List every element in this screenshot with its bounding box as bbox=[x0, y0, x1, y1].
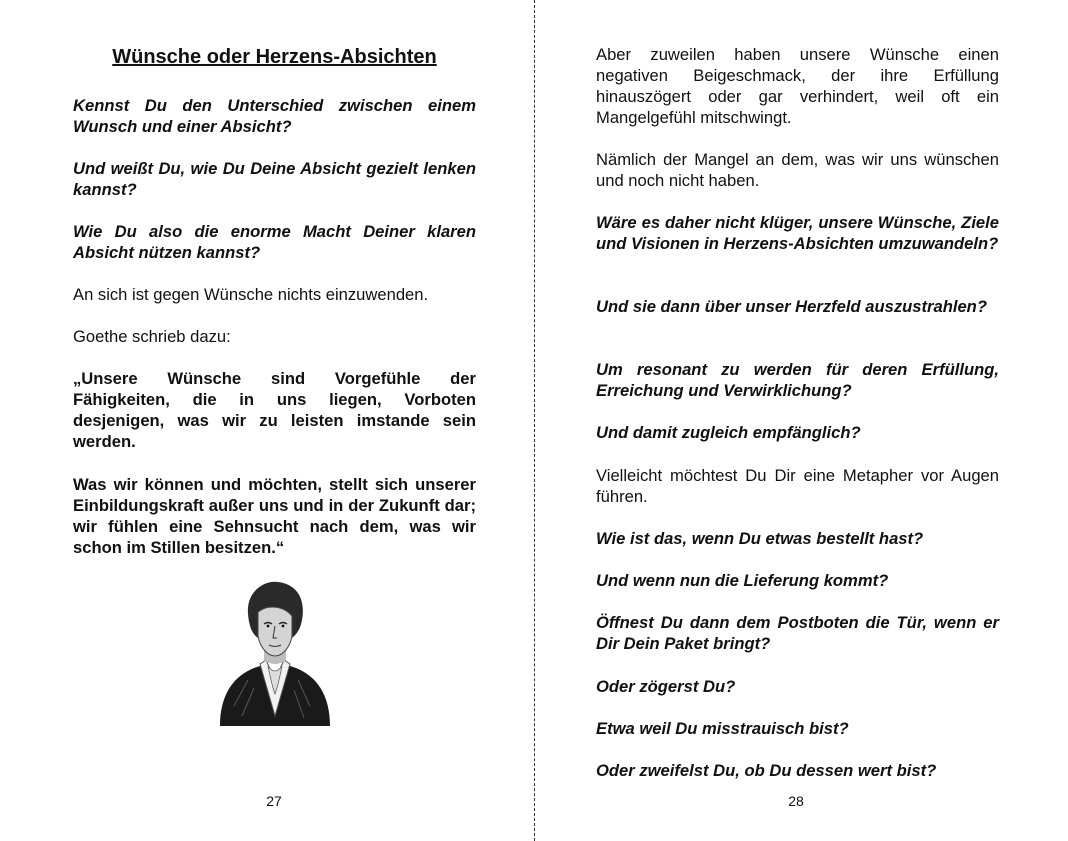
body-paragraph: Aber zuweilen haben unsere Wünsche einen negativen Beigeschmack, der ihre Erfüllung hinauszögert oder gar verhindert, weil oft ein Mangelgefühl mitschwingt. bbox=[596, 45, 999, 127]
question-paragraph: Wie ist das, wenn Du etwas bestellt hast? bbox=[596, 529, 924, 548]
question-paragraph: Und sie dann über unser Herzfeld auszustrahlen? bbox=[596, 297, 987, 316]
page-divider bbox=[534, 0, 535, 841]
left-page bbox=[73, 0, 476, 841]
right-page bbox=[596, 0, 999, 841]
body-paragraph: Vielleicht möchtest Du Dir eine Metapher vor Augen führen. bbox=[596, 466, 999, 506]
question-paragraph: Wie Du also die enorme Macht Deiner klaren Absicht nützen kannst? bbox=[73, 222, 476, 262]
body-paragraph: An sich ist gegen Wünsche nichts einzuwenden. bbox=[73, 285, 429, 304]
goethe-portrait bbox=[214, 576, 336, 726]
quote-paragraph: Was wir können und möchten, stellt sich unserer Einbildungskraft außer uns und in der Zukunft dar; wir fühlen eine Sehnsucht nach dem, was wir schon im Stillen besitzen.“ bbox=[73, 475, 476, 557]
page-number: 28 bbox=[788, 793, 804, 809]
question-paragraph: Kennst Du den Unterschied zwischen einem Wunsch und einer Absicht? bbox=[73, 96, 476, 136]
question-paragraph: Wäre es daher nicht klüger, unsere Wünsche, Ziele und Visionen in Herzens-Absichten umzuwandeln? bbox=[596, 213, 999, 253]
page-number: 27 bbox=[266, 793, 282, 809]
body-paragraph: Nämlich der Mangel an dem, was wir uns wünschen und noch nicht haben. bbox=[596, 150, 999, 190]
question-paragraph: Oder zögerst Du? bbox=[596, 677, 736, 696]
question-paragraph: Und damit zugleich empfänglich? bbox=[596, 423, 861, 442]
body-paragraph: Goethe schrieb dazu: bbox=[73, 327, 231, 346]
question-paragraph: Oder zweifelst Du, ob Du dessen wert bist? bbox=[596, 761, 937, 780]
page-title: Wünsche oder Herzens-Absichten bbox=[112, 46, 437, 68]
question-paragraph: Und wenn nun die Lieferung kommt? bbox=[596, 571, 889, 590]
question-paragraph: Und weißt Du, wie Du Deine Absicht gezielt lenken kannst? bbox=[73, 159, 476, 199]
question-paragraph: Etwa weil Du misstrauisch bist? bbox=[596, 719, 849, 738]
question-paragraph: Um resonant zu werden für deren Erfüllung, Erreichung und Verwirklichung? bbox=[596, 360, 999, 400]
quote-paragraph: „Unsere Wünsche sind Vorgefühle der Fähigkeiten, die in uns liegen, Vorboten desjenigen, was wir zu leisten imstande sein werden. bbox=[73, 369, 476, 451]
question-paragraph: Öffnest Du dann dem Postboten die Tür, wenn er Dir Dein Paket bringt? bbox=[596, 613, 999, 653]
